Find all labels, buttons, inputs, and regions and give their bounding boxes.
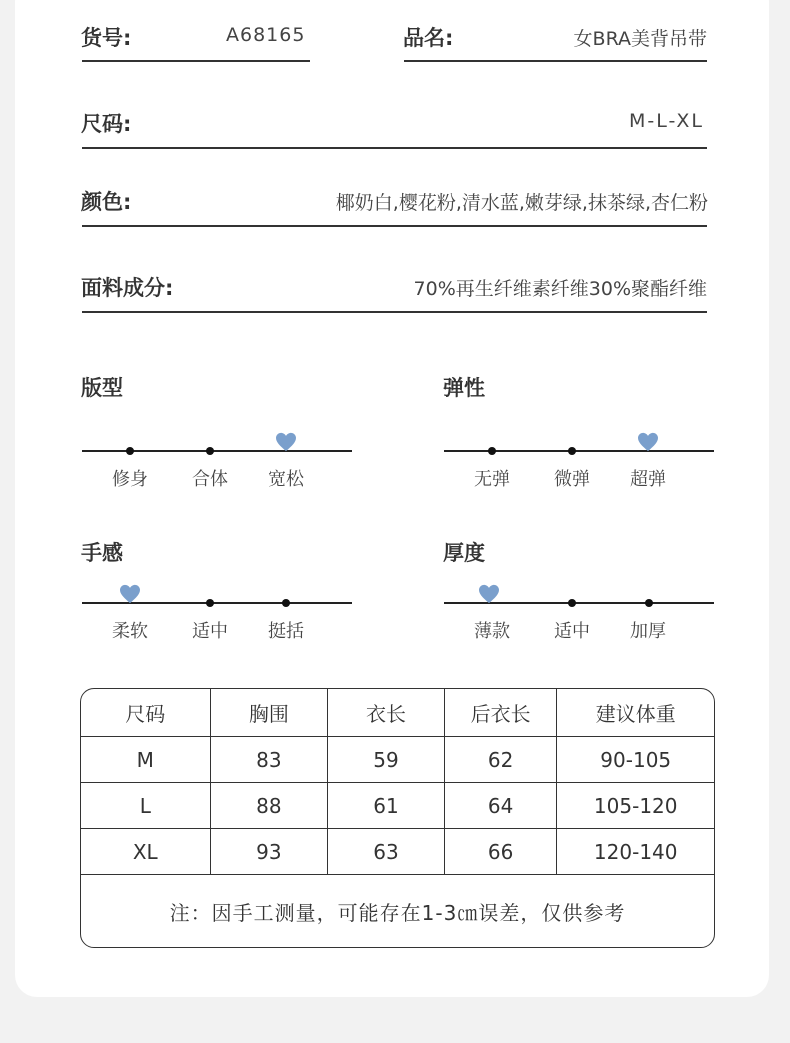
elasticity-title: 弹性 bbox=[443, 376, 485, 400]
size-label: 尺码: bbox=[81, 112, 132, 136]
elasticity-dot-2 bbox=[568, 447, 576, 455]
thickness-title: 厚度 bbox=[443, 541, 485, 565]
header-weight: 建议体重 bbox=[557, 689, 714, 737]
feel-dot-3 bbox=[282, 599, 290, 607]
thickness-option-3: 加厚 bbox=[630, 621, 666, 642]
elasticity-option-2: 微弹 bbox=[554, 469, 590, 490]
elasticity-option-1: 无弹 bbox=[474, 469, 510, 490]
elasticity-scale-line bbox=[444, 450, 714, 452]
cell-back-length: 66 bbox=[445, 829, 558, 875]
fit-option-3: 宽松 bbox=[268, 469, 304, 490]
cell-length: 63 bbox=[328, 829, 445, 875]
thickness-selected-heart-icon bbox=[478, 584, 500, 604]
feel-selected-heart-icon bbox=[119, 584, 141, 604]
cell-length: 59 bbox=[328, 737, 445, 783]
size-table-note-row bbox=[81, 875, 714, 947]
item-no-rule bbox=[82, 60, 310, 62]
table-row bbox=[81, 737, 714, 783]
fit-option-2: 合体 bbox=[192, 469, 228, 490]
thickness-option-1: 薄款 bbox=[474, 621, 510, 642]
cell-size: L bbox=[81, 783, 211, 829]
header-size: 尺码 bbox=[81, 689, 211, 737]
item-no-label: 货号: bbox=[81, 26, 132, 50]
cell-weight: 120-140 bbox=[557, 829, 714, 875]
size-table bbox=[80, 688, 715, 948]
item-no-value: A68165 bbox=[226, 24, 306, 46]
cell-size: XL bbox=[81, 829, 211, 875]
fit-scale-line bbox=[82, 450, 352, 452]
color-value: 椰奶白,樱花粉,清水蓝,嫩芽绿,抹茶绿,杏仁粉 bbox=[335, 192, 708, 214]
fit-option-1: 修身 bbox=[112, 469, 148, 490]
cell-bust: 93 bbox=[211, 829, 329, 875]
elasticity-selected-heart-icon bbox=[637, 432, 659, 452]
table-row bbox=[81, 829, 714, 875]
fit-selected-heart-icon bbox=[275, 432, 297, 452]
cell-bust: 88 bbox=[211, 783, 329, 829]
feel-option-3: 挺括 bbox=[268, 621, 304, 642]
table-row bbox=[81, 783, 714, 829]
measurement-note: 注：因手工测量，可能存在1-3㎝误差，仅供参考 bbox=[169, 900, 626, 925]
product-name-rule bbox=[404, 60, 707, 62]
fabric-label: 面料成分: bbox=[81, 276, 174, 300]
fit-dot-1 bbox=[126, 447, 134, 455]
cell-back-length: 62 bbox=[445, 737, 558, 783]
thickness-dot-3 bbox=[645, 599, 653, 607]
header-back-length: 后衣长 bbox=[445, 689, 558, 737]
thickness-option-2: 适中 bbox=[554, 621, 590, 642]
color-rule bbox=[82, 225, 707, 227]
thickness-dot-2 bbox=[568, 599, 576, 607]
feel-dot-2 bbox=[206, 599, 214, 607]
cell-size: M bbox=[81, 737, 211, 783]
size-rule bbox=[82, 147, 707, 149]
cell-bust: 83 bbox=[211, 737, 329, 783]
cell-length: 61 bbox=[328, 783, 445, 829]
cell-weight: 90-105 bbox=[557, 737, 714, 783]
fit-title: 版型 bbox=[81, 376, 123, 400]
feel-title: 手感 bbox=[81, 541, 123, 565]
fabric-value: 70%再生纤维素纤维30%聚酯纤维 bbox=[413, 278, 707, 300]
size-table-header-row bbox=[81, 689, 714, 737]
cell-weight: 105-120 bbox=[557, 783, 714, 829]
fit-dot-2 bbox=[206, 447, 214, 455]
fabric-rule bbox=[82, 311, 707, 313]
product-name-value: 女BRA美背吊带 bbox=[573, 28, 707, 50]
elasticity-dot-1 bbox=[488, 447, 496, 455]
product-name-label: 品名: bbox=[403, 26, 454, 50]
header-bust: 胸围 bbox=[211, 689, 329, 737]
cell-back-length: 64 bbox=[445, 783, 558, 829]
feel-option-1: 柔软 bbox=[112, 621, 148, 642]
elasticity-option-3: 超弹 bbox=[630, 469, 666, 490]
color-label: 颜色: bbox=[81, 190, 132, 214]
feel-option-2: 适中 bbox=[192, 621, 228, 642]
header-length: 衣长 bbox=[328, 689, 445, 737]
size-value: M-L-XL bbox=[628, 110, 704, 132]
